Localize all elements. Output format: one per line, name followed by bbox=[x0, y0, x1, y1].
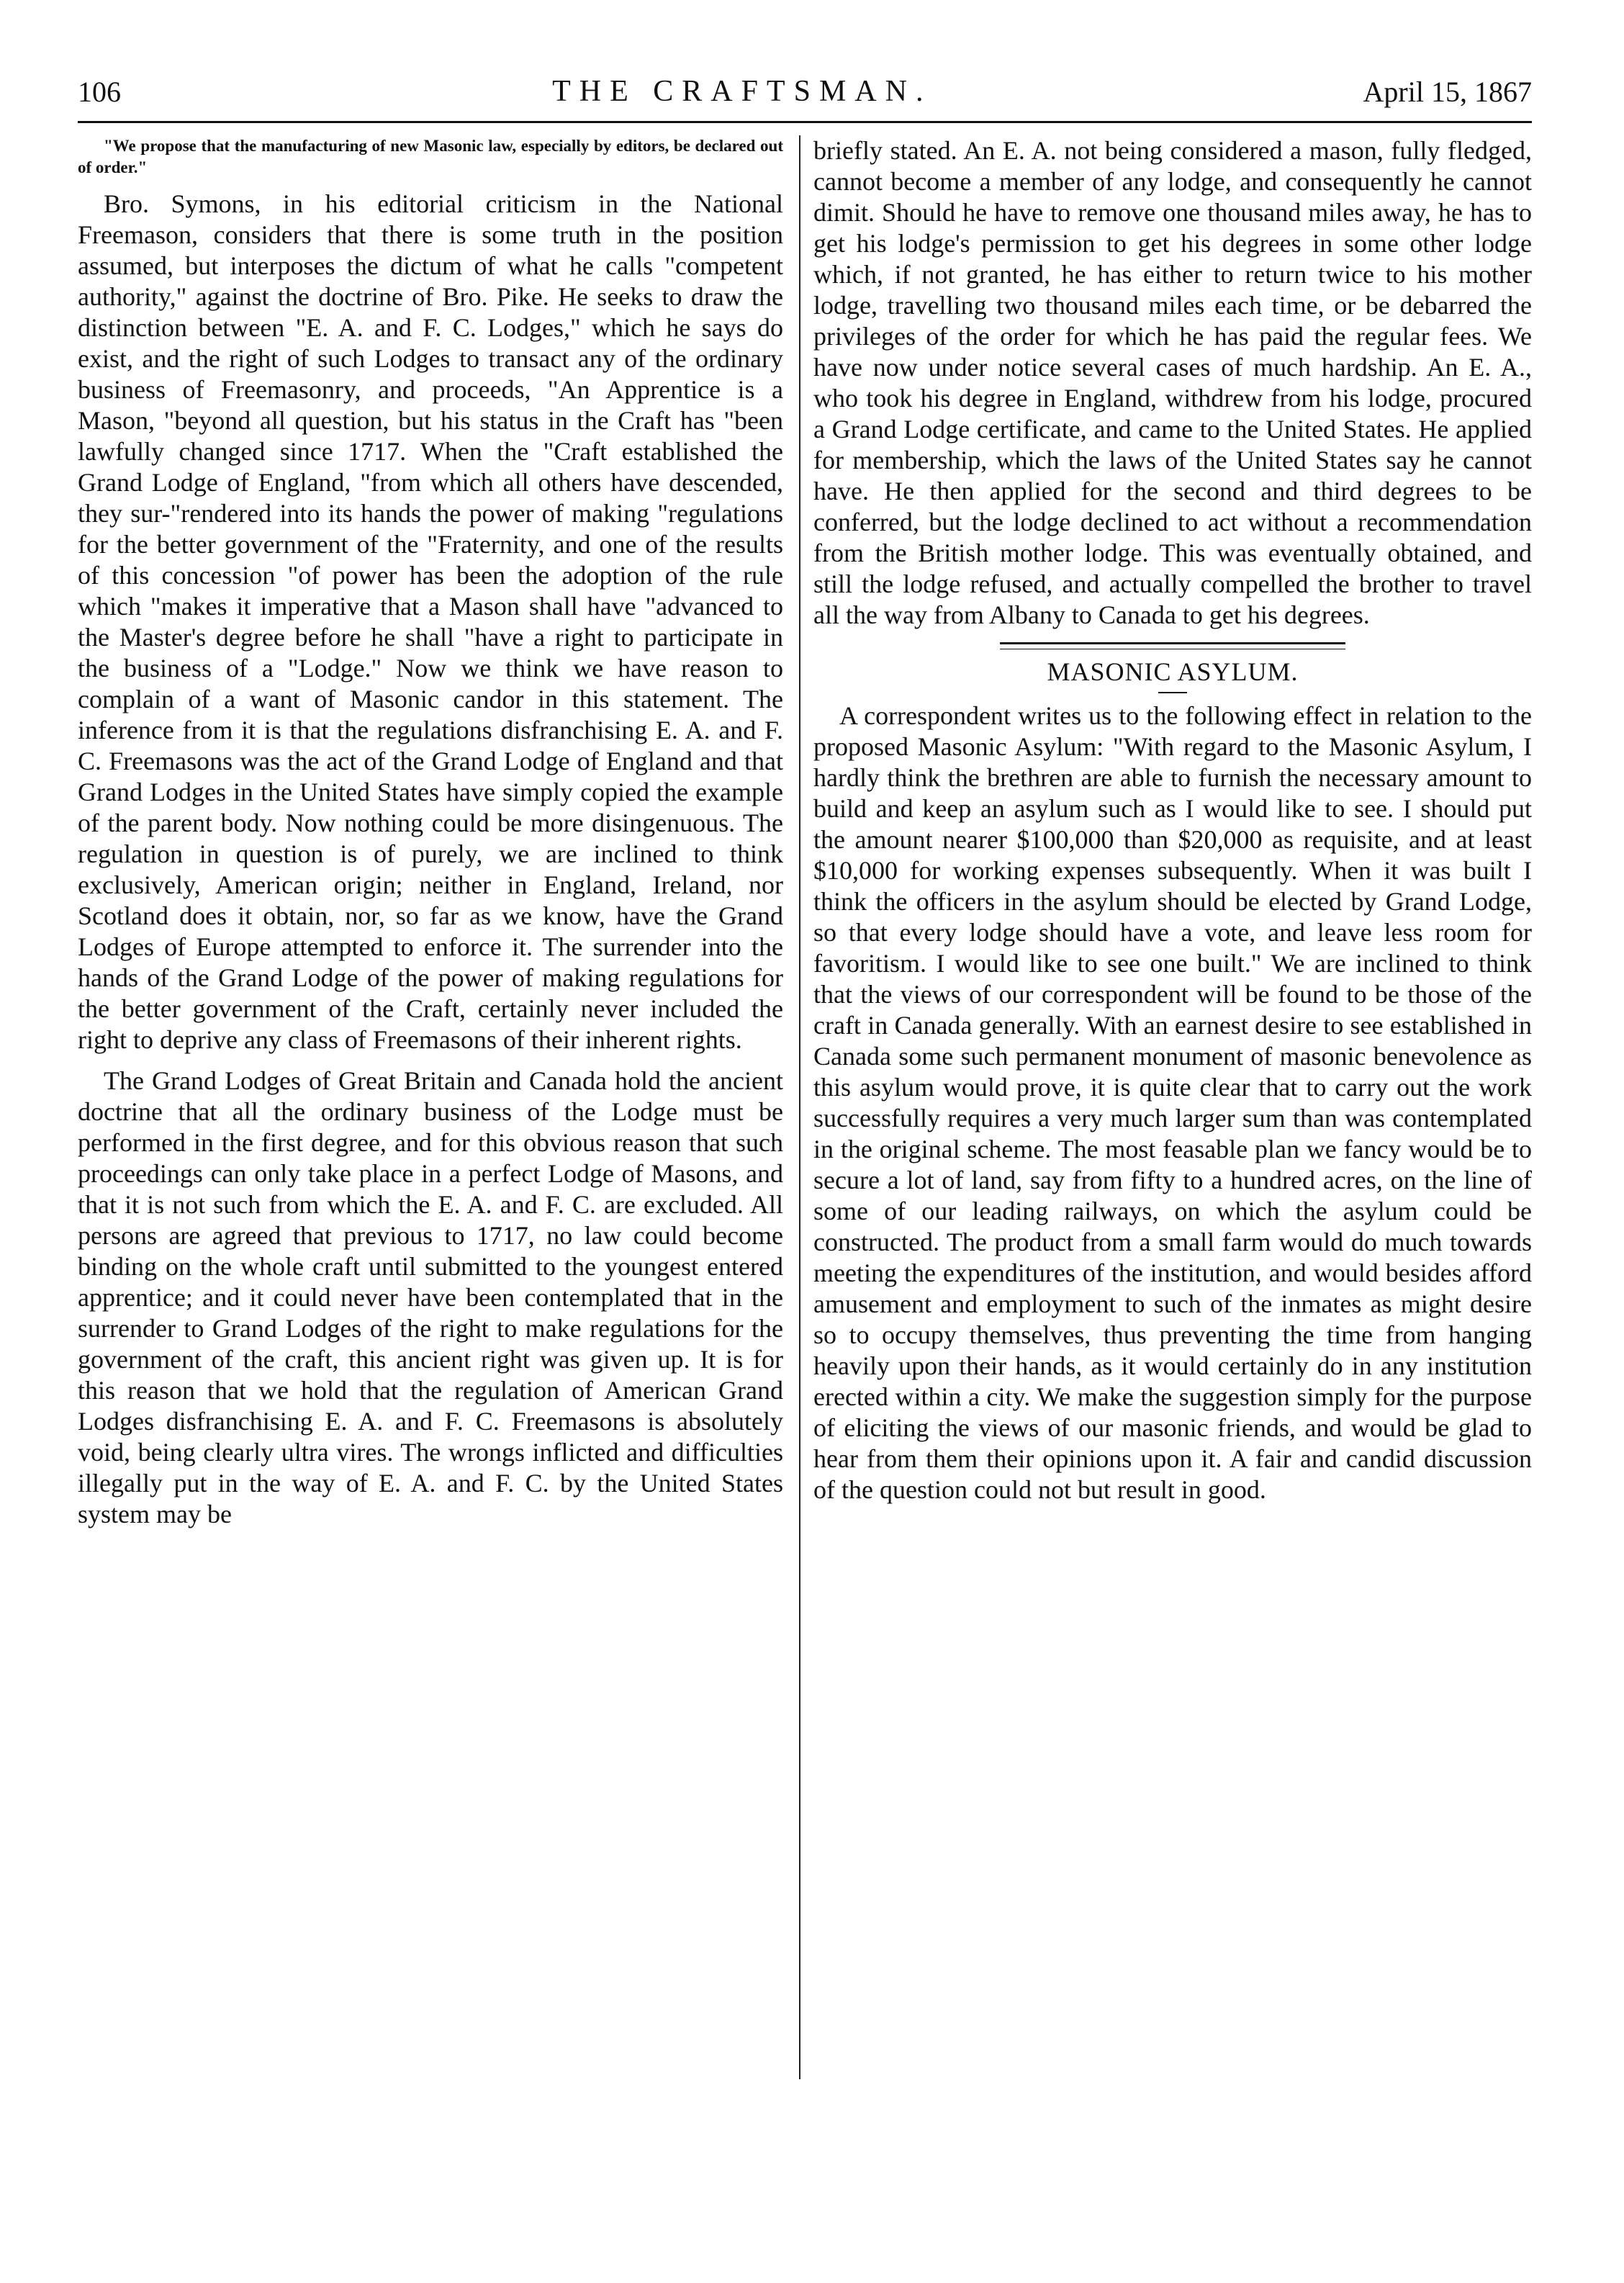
column-divider bbox=[799, 135, 800, 2079]
epigraph-quote: "We propose that the manufacturing of new Masonic law, especially by editors, be declared out of order." bbox=[78, 137, 783, 176]
section-rule bbox=[1000, 642, 1345, 649]
section-title: MASONIC ASYLUM. bbox=[1047, 657, 1299, 686]
section-dash bbox=[1158, 692, 1187, 693]
issue-date: April 15, 1867 bbox=[1363, 75, 1532, 108]
paragraph: A correspondent writes us to the following effect in relation to the proposed Masonic Asylum: "With regard to the Masonic Asylum, I hardly think the brethren are able to furnish the necessary amount to build and keep an asylum such as I would like to see. I should put the amount nearer $100,000 than $20,000 as requisite, and at least $10,000 for working expenses subsequently. When it was built I think the officers in the asylum should be elected by Grand Lodge, so that every lodge should have a vote, and leave less room for favoritism. I would like to see one built." We are inclined to think that the views of our correspondent will be found to be those of the craft in Canada generally. With an earnest desire to see established in Canada some such permanent monument of masonic benevolence as this asylum would prove, it is quite clear that to carry out the work successfully requires a very much larger sum than was contemplated in the original scheme. The most feasable plan we fancy would be to secure a lot of land, say from fifty to a hundred acres, on the line of some of our leading railways, on which the asylum could be constructed. The product from a small farm would do much towards meeting the expenditures of the institution, and would besides afford amusement and employment to such of the inmates as might desire so to occupy themselves, thus preventing the time from hanging heavily upon their hands, as it would certainly do in any institution erected within a city. We make the suggestion simply for the purpose of eliciting the views of our masonic friends, and would be glad to hear from them their opinions upon it. A fair and candid discussion of the question could not but result in good. bbox=[813, 701, 1532, 1504]
header-rule bbox=[78, 121, 1532, 123]
masthead-title: THE CRAFTSMAN. bbox=[552, 75, 932, 108]
paragraph-continuation: briefly stated. An E. A. not being considered a mason, fully fledged, cannot become a member of any lodge, and consequently he cannot dimit. Should he have to remove one thousand miles away, he has to get his lodge's permission to get his degrees in some other lodge which, if not granted, he has either to return twice to his mother lodge, travelling two thousand miles each time, or be debarred the privileges of the order for which he has paid the regular fees. We have now under notice several cases of much hardship. An E. A., who took his degree in England, withdrew from his lodge, procured a Grand Lodge certificate, and came to the United States. He applied for membership, which the laws of the United States say he cannot have. He then applied for the second and third degrees to be conferred, but the lodge declined to act without a recommendation from the British mother lodge. This was eventually obtained, and still the lodge refused, and actually compelled the brother to travel all the way from Albany to Canada to get his degrees. bbox=[813, 136, 1532, 629]
right-column bbox=[813, 135, 1532, 1516]
left-column bbox=[78, 135, 783, 1540]
page-number: 106 bbox=[78, 75, 121, 108]
section-heading bbox=[813, 642, 1532, 693]
paragraph: Bro. Symons, in his editorial criticism in the National Freemason, considers that there is some truth in the position assumed, but interposes the dictum of what he calls "competent authority," against the doctrine of Bro. Pike. He seeks to draw the distinction between "E. A. and F. C. Lodges," which he says do exist, and the right of such Lodges to transact any of the ordinary business of Freemasonry, and proceeds, "An Apprentice is a Mason, "beyond all question, but his status in the Craft has "been lawfully changed since 1717. When the "Craft established the Grand Lodge of England, "from which all others have descended, they sur-"rendered into its hands the power of making "regulations for the better government of the "Fraternity, and one of the results of this concession "of power has been the adoption of the rule which "makes it imperative that a Mason shall have "advanced to the Master's degree before he shall "have a right to participate in the business of a "Lodge." Now we think we have reason to complain of a want of Masonic candor in this statement. The inference from it is that the regulations disfranchising E. A. and F. C. Freemasons was the act of the Grand Lodge of England and that Grand Lodges in the United States have simply copied the example of the parent body. Now nothing could be more disingenuous. The regulation in question is of purely, we are inclined to think exclusively, American origin; neither in England, Ireland, nor Scotland does it obtain, nor, so far as we know, have the Grand Lodges of Europe attempted to enforce it. The surrender into the hands of the Grand Lodge of the power of making regulations for the better government of the Craft, certainly never included the right to deprive any class of Freemasons of their inherent rights. bbox=[78, 189, 783, 1054]
paragraph: The Grand Lodges of Great Britain and Canada hold the ancient doctrine that all the ordinary business of the Lodge must be performed in the first degree, and for this obvious reason that such proceedings can only take place in a perfect Lodge of Masons, and that it is not such from which the E. A. and F. C. are excluded. All persons are agreed that previous to 1717, no law could become binding on the whole craft until submitted to the youngest entered apprentice; and it could never have been contemplated that in the surrender to Grand Lodges of the right to make regulations for the government of the craft, this ancient right was given up. It is for this reason that we hold that the regulation of American Grand Lodges disfranchising E. A. and F. C. Freemasons is absolutely void, being clearly ultra vires. The wrongs inflicted and difficulties illegally put in the way of E. A. and F. C. by the United States system may be bbox=[78, 1066, 783, 1528]
page-header bbox=[78, 66, 1532, 117]
